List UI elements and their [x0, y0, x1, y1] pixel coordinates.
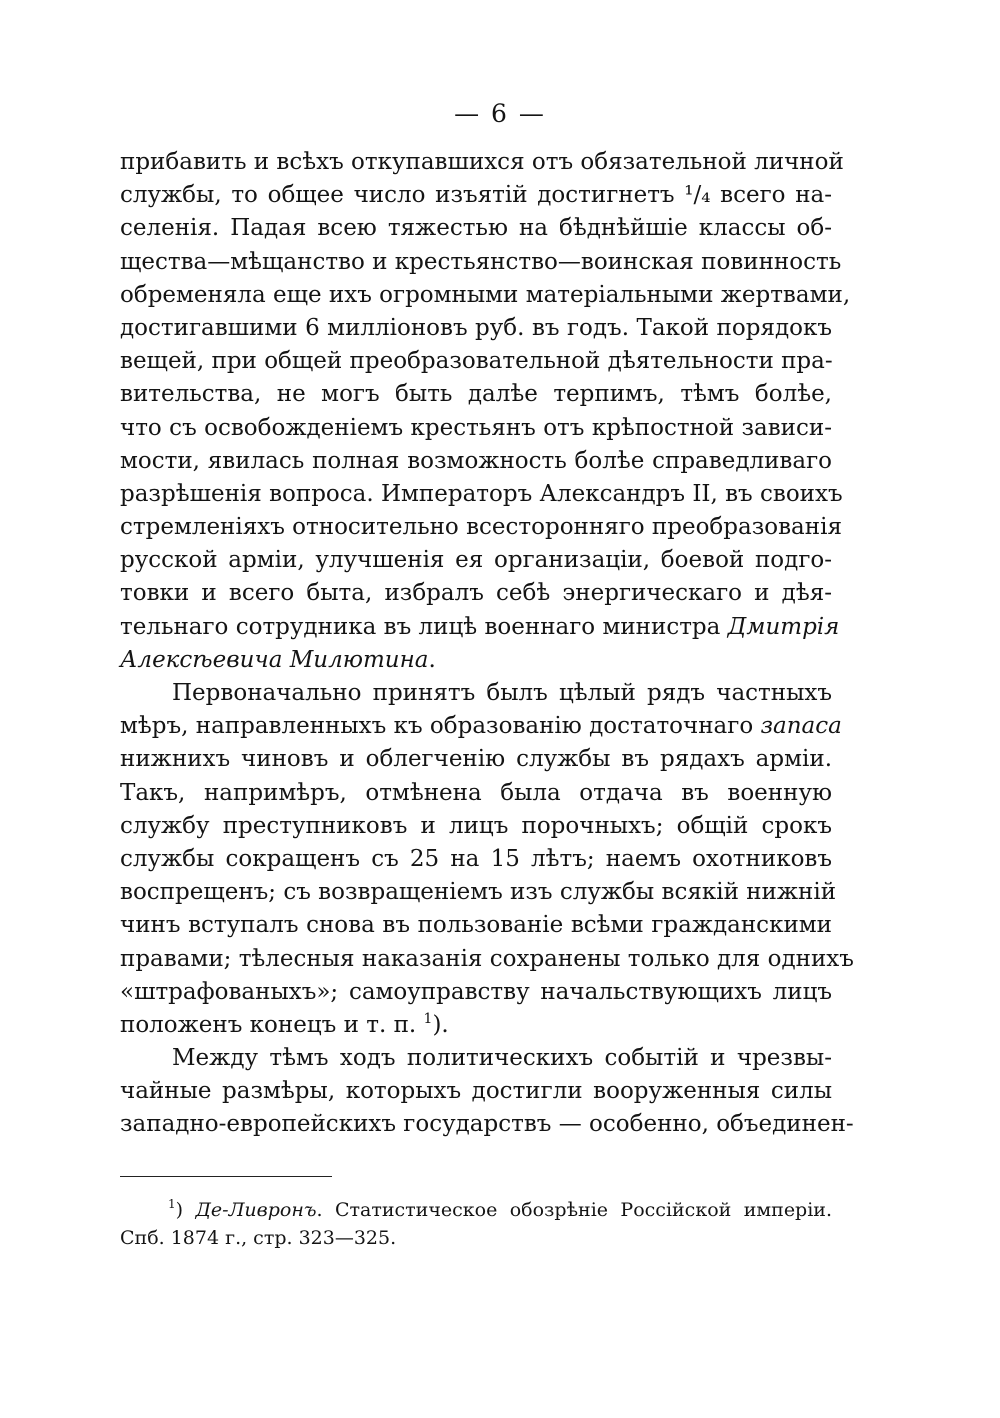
text-line: селенія. Падая всею тяжестью на бѣднѣйшіе классы об- — [120, 215, 832, 242]
footnote-marker: 1 — [168, 1197, 176, 1211]
text-line: стремленіяхъ относительно всесторонняго преобразованія — [120, 514, 842, 541]
text-line: Алексѣевича Милютина. — [120, 646, 436, 673]
text-line: разрѣшенія вопроса. Императоръ Александръ II, въ своихъ — [120, 480, 843, 507]
text-line: нижнихъ чиновъ и облегченію службы въ рядахъ арміи. — [120, 746, 832, 773]
italic-author: Де-Ливронъ — [195, 1199, 317, 1221]
text-line: службы сокращенъ съ 25 на 15 лѣтъ; наемъ охотниковъ — [120, 845, 832, 872]
text-line: что съ освобожденіемъ крестьянъ отъ крѣпостной зависи- — [120, 414, 832, 441]
italic-term: запаса — [760, 713, 842, 740]
text-line: службы, то общее число изъятій достигнетъ ¹/₄ всего на- — [120, 182, 833, 209]
text-line: воспрещенъ; съ возвращеніемъ изъ службы всякій нижній — [120, 879, 837, 906]
text-line: Первоначально принятъ былъ цѣлый рядъ частныхъ — [172, 680, 832, 706]
text-line: «штрафованыхъ»; самоуправству начальствующихъ лицъ — [120, 978, 832, 1005]
text-line: Такъ, напримѣръ, отмѣнена была отдача въ военную — [120, 779, 832, 806]
italic-name: Алексѣевича Милютина — [120, 646, 429, 673]
footnote-ref[interactable]: 1 — [423, 1010, 433, 1027]
text-line: мѣръ, направленныхъ къ образованію достаточнаго запаса — [120, 713, 842, 740]
footnote-divider — [120, 1176, 332, 1177]
main-text — [120, 146, 854, 1142]
text-line: Между тѣмъ ходъ политическихъ событій и чрезвы- — [172, 1045, 832, 1072]
text-line: чайные размѣры, которыхъ достигли вооруженныя силы — [120, 1078, 832, 1105]
text-line: товки и всего быта, избралъ себѣ энергическаго и дѣя- — [120, 580, 832, 607]
text-line: положенъ конецъ и т. п. $^1$). — [120, 1010, 449, 1038]
footnotes — [120, 1196, 832, 1252]
text-line: чинъ вступалъ снова въ пользованіе всѣми гражданскими — [120, 912, 832, 939]
footnote-line: $^1$) Де-Ливронъ. Статистическое обозрѣніе Россійской имперіи. — [168, 1197, 833, 1221]
text-line: русской арміи, улучшенія ея организаціи, боевой подго- — [120, 547, 832, 574]
text-line: вещей, при общей преобразовательной дѣятельности пра- — [120, 348, 833, 375]
text-line: прибавить и всѣхъ откупавшихся отъ обязательной личной — [120, 149, 844, 175]
fraction: ¹/₄ — [684, 182, 711, 209]
footnote-line: Спб. 1874 г., стр. 323—325. — [120, 1227, 397, 1249]
text-line: западно-европейскихъ государствъ — особенно, объединен- — [120, 1111, 854, 1138]
text-line: правами; тѣлесныя наказанія сохранены только для однихъ — [120, 945, 854, 972]
text-line: службу преступниковъ и лицъ порочныхъ; общій срокъ — [120, 812, 832, 839]
text-line: вительства, не могъ быть далѣе терпимъ, тѣмъ болѣе, — [120, 381, 832, 408]
text-line: обременяла еще ихъ огромными матеріальными жертвами, — [120, 281, 851, 308]
text-line: щества—мѣщанство и крестьянство—воинская повинность — [120, 248, 842, 275]
text-line: достигавшими 6 милліоновъ руб. въ годъ. Такой порядокъ — [120, 314, 832, 341]
text-line: тельнаго сотрудника въ лицѣ военнаго министра Дмитрія — [120, 613, 840, 640]
text-line: мости, явилась полная возможность болѣе справедливаго — [120, 447, 832, 474]
italic-name: Дмитрія — [727, 613, 840, 640]
page-number: — 6 — — [454, 99, 546, 128]
